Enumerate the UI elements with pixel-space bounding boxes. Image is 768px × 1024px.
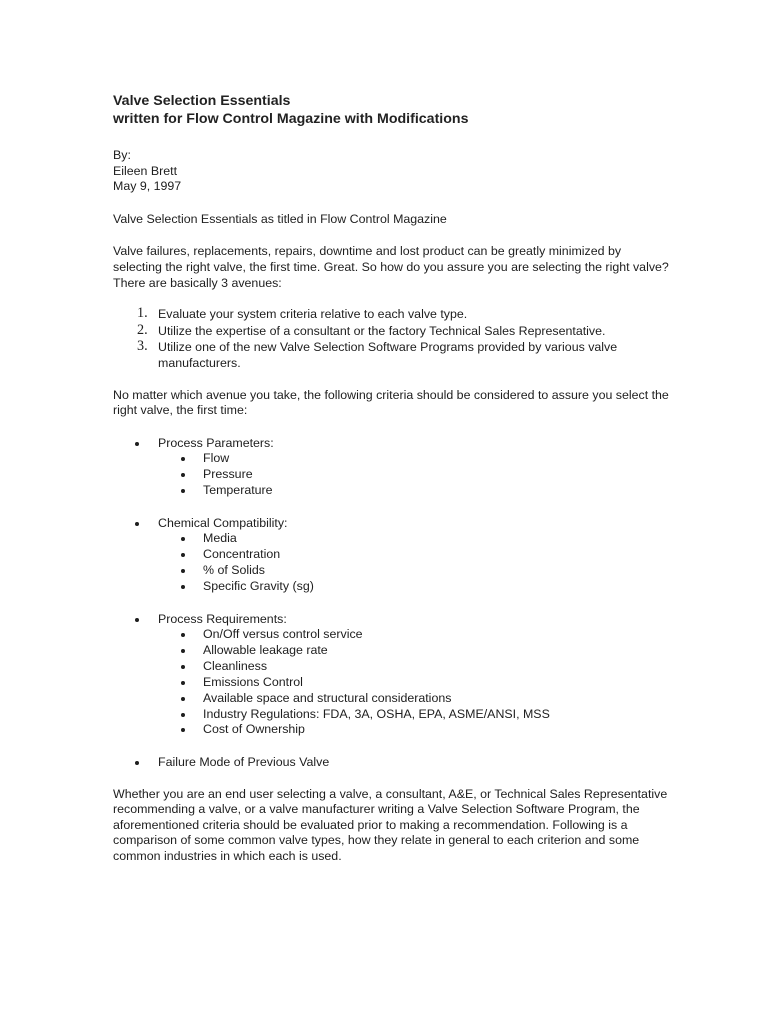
criteria-label: Process Requirements: xyxy=(158,611,287,626)
criteria-subitem-text: Industry Regulations: FDA, 3A, OSHA, EPA, ASME/ANSI, MSS xyxy=(203,706,550,721)
criteria-subitem-text: Media xyxy=(203,531,237,546)
subtitle-paragraph: Valve Selection Essentials as titled in Flow Control Magazine xyxy=(113,211,447,226)
bullet-icon xyxy=(181,537,185,541)
bullet-icon xyxy=(181,633,185,637)
avenue-text: Utilize one of the new Valve Selection Software Programs provided by various valve manufacturers. xyxy=(158,340,618,370)
criteria-subitem-text: Allowable leakage rate xyxy=(203,643,328,658)
avenue-item xyxy=(113,321,673,340)
byline-by: By: xyxy=(113,148,131,162)
criteria-subitem xyxy=(158,563,673,579)
bullet-icon xyxy=(181,569,185,573)
bullet-icon xyxy=(181,665,185,669)
criteria-subitem-text: Concentration xyxy=(203,547,281,562)
criteria-subitem-text: % of Solids xyxy=(203,563,265,578)
closing-paragraph: Whether you are an end user selecting a valve, a consultant, A&E, or Technical Sales Representative recommending a valve, or a valve manufacturer writing a Valve Selection Software Program, the aforementioned criteria should be evaluated prior to making a recommendation. Following is a comparison of some common valve types, how they relate in general to each criterion and some common industries in which each is used. xyxy=(113,786,668,864)
avenue-number: 1. xyxy=(137,305,148,322)
criteria-label: Chemical Compatibility: xyxy=(158,515,288,530)
criteria-subitem xyxy=(158,531,673,547)
bullet-icon xyxy=(135,522,139,526)
criteria-group xyxy=(113,755,673,771)
criteria-group xyxy=(113,516,673,595)
criteria-subitem-text: Cleanliness xyxy=(203,658,268,673)
criteria-subitem xyxy=(158,467,673,483)
criteria-subitem xyxy=(158,722,673,738)
criteria-label: Process Parameters: xyxy=(158,435,274,450)
avenue-item xyxy=(113,340,673,371)
bullet-icon xyxy=(181,649,185,653)
bullet-icon xyxy=(181,585,185,589)
criteria-subitem xyxy=(158,707,673,723)
title-line-1: Valve Selection Essentials xyxy=(113,93,291,109)
bullet-icon xyxy=(181,553,185,557)
bullet-icon xyxy=(181,697,185,701)
avenue-item xyxy=(113,307,673,323)
avenues-list xyxy=(113,307,673,371)
criteria-label: Failure Mode of Previous Valve xyxy=(158,755,330,770)
bullet-icon xyxy=(135,442,139,446)
intro-paragraph: Valve failures, replacements, repairs, downtime and lost product can be greatly minimized by selecting the right valve, the first time. Great. So how do you assure you are selecting the right valve? There are basically 3 avenues: xyxy=(113,244,669,290)
criteria-subitem-text: On/Off versus control service xyxy=(203,627,363,642)
bullet-icon xyxy=(181,489,185,493)
criteria-subitem-text: Temperature xyxy=(203,483,273,498)
bullet-icon xyxy=(181,681,185,685)
bullet-icon xyxy=(181,473,185,477)
bullet-icon xyxy=(181,728,185,732)
byline xyxy=(113,148,673,195)
criteria-list xyxy=(113,436,673,771)
avenue-number: 3. xyxy=(137,338,148,355)
criteria-subitem xyxy=(158,579,673,595)
criteria-sublist xyxy=(158,451,673,498)
criteria-sublist xyxy=(158,627,673,738)
criteria-subitem xyxy=(158,483,673,499)
criteria-subitem-text: Pressure xyxy=(203,467,253,482)
criteria-subitem-text: Cost of Ownership xyxy=(203,722,305,737)
title-line-2: written for Flow Control Magazine with Modifications xyxy=(113,111,469,127)
criteria-subitem xyxy=(158,451,673,467)
criteria-group xyxy=(113,436,673,499)
byline-date: May 9, 1997 xyxy=(113,179,182,194)
criteria-subitem-text: Emissions Control xyxy=(203,674,303,689)
criteria-intro-paragraph: No matter which avenue you take, the following criteria should be considered to assure you select the right valve, the first time: xyxy=(113,387,669,418)
criteria-subitem xyxy=(158,691,673,707)
document-body xyxy=(113,92,673,865)
bullet-icon xyxy=(181,457,185,461)
avenue-number: 2. xyxy=(137,321,148,338)
avenue-text: Evaluate your system criteria relative to each valve type. xyxy=(158,307,468,322)
bullet-icon xyxy=(135,761,139,765)
criteria-subitem xyxy=(158,627,673,643)
document-title xyxy=(113,92,673,128)
criteria-group xyxy=(113,612,673,739)
criteria-subitem xyxy=(158,547,673,563)
criteria-subitem-text: Flow xyxy=(203,451,230,466)
criteria-subitem-text: Available space and structural considerations xyxy=(203,690,452,705)
avenue-text: Utilize the expertise of a consultant or the factory Technical Sales Representative. xyxy=(158,323,606,338)
bullet-icon xyxy=(181,713,185,717)
criteria-subitem xyxy=(158,675,673,691)
criteria-sublist xyxy=(158,531,673,594)
byline-author: Eileen Brett xyxy=(113,163,178,178)
bullet-icon xyxy=(135,618,139,622)
criteria-subitem xyxy=(158,659,673,675)
criteria-subitem-text: Specific Gravity (sg) xyxy=(203,578,314,593)
criteria-subitem xyxy=(158,643,673,659)
